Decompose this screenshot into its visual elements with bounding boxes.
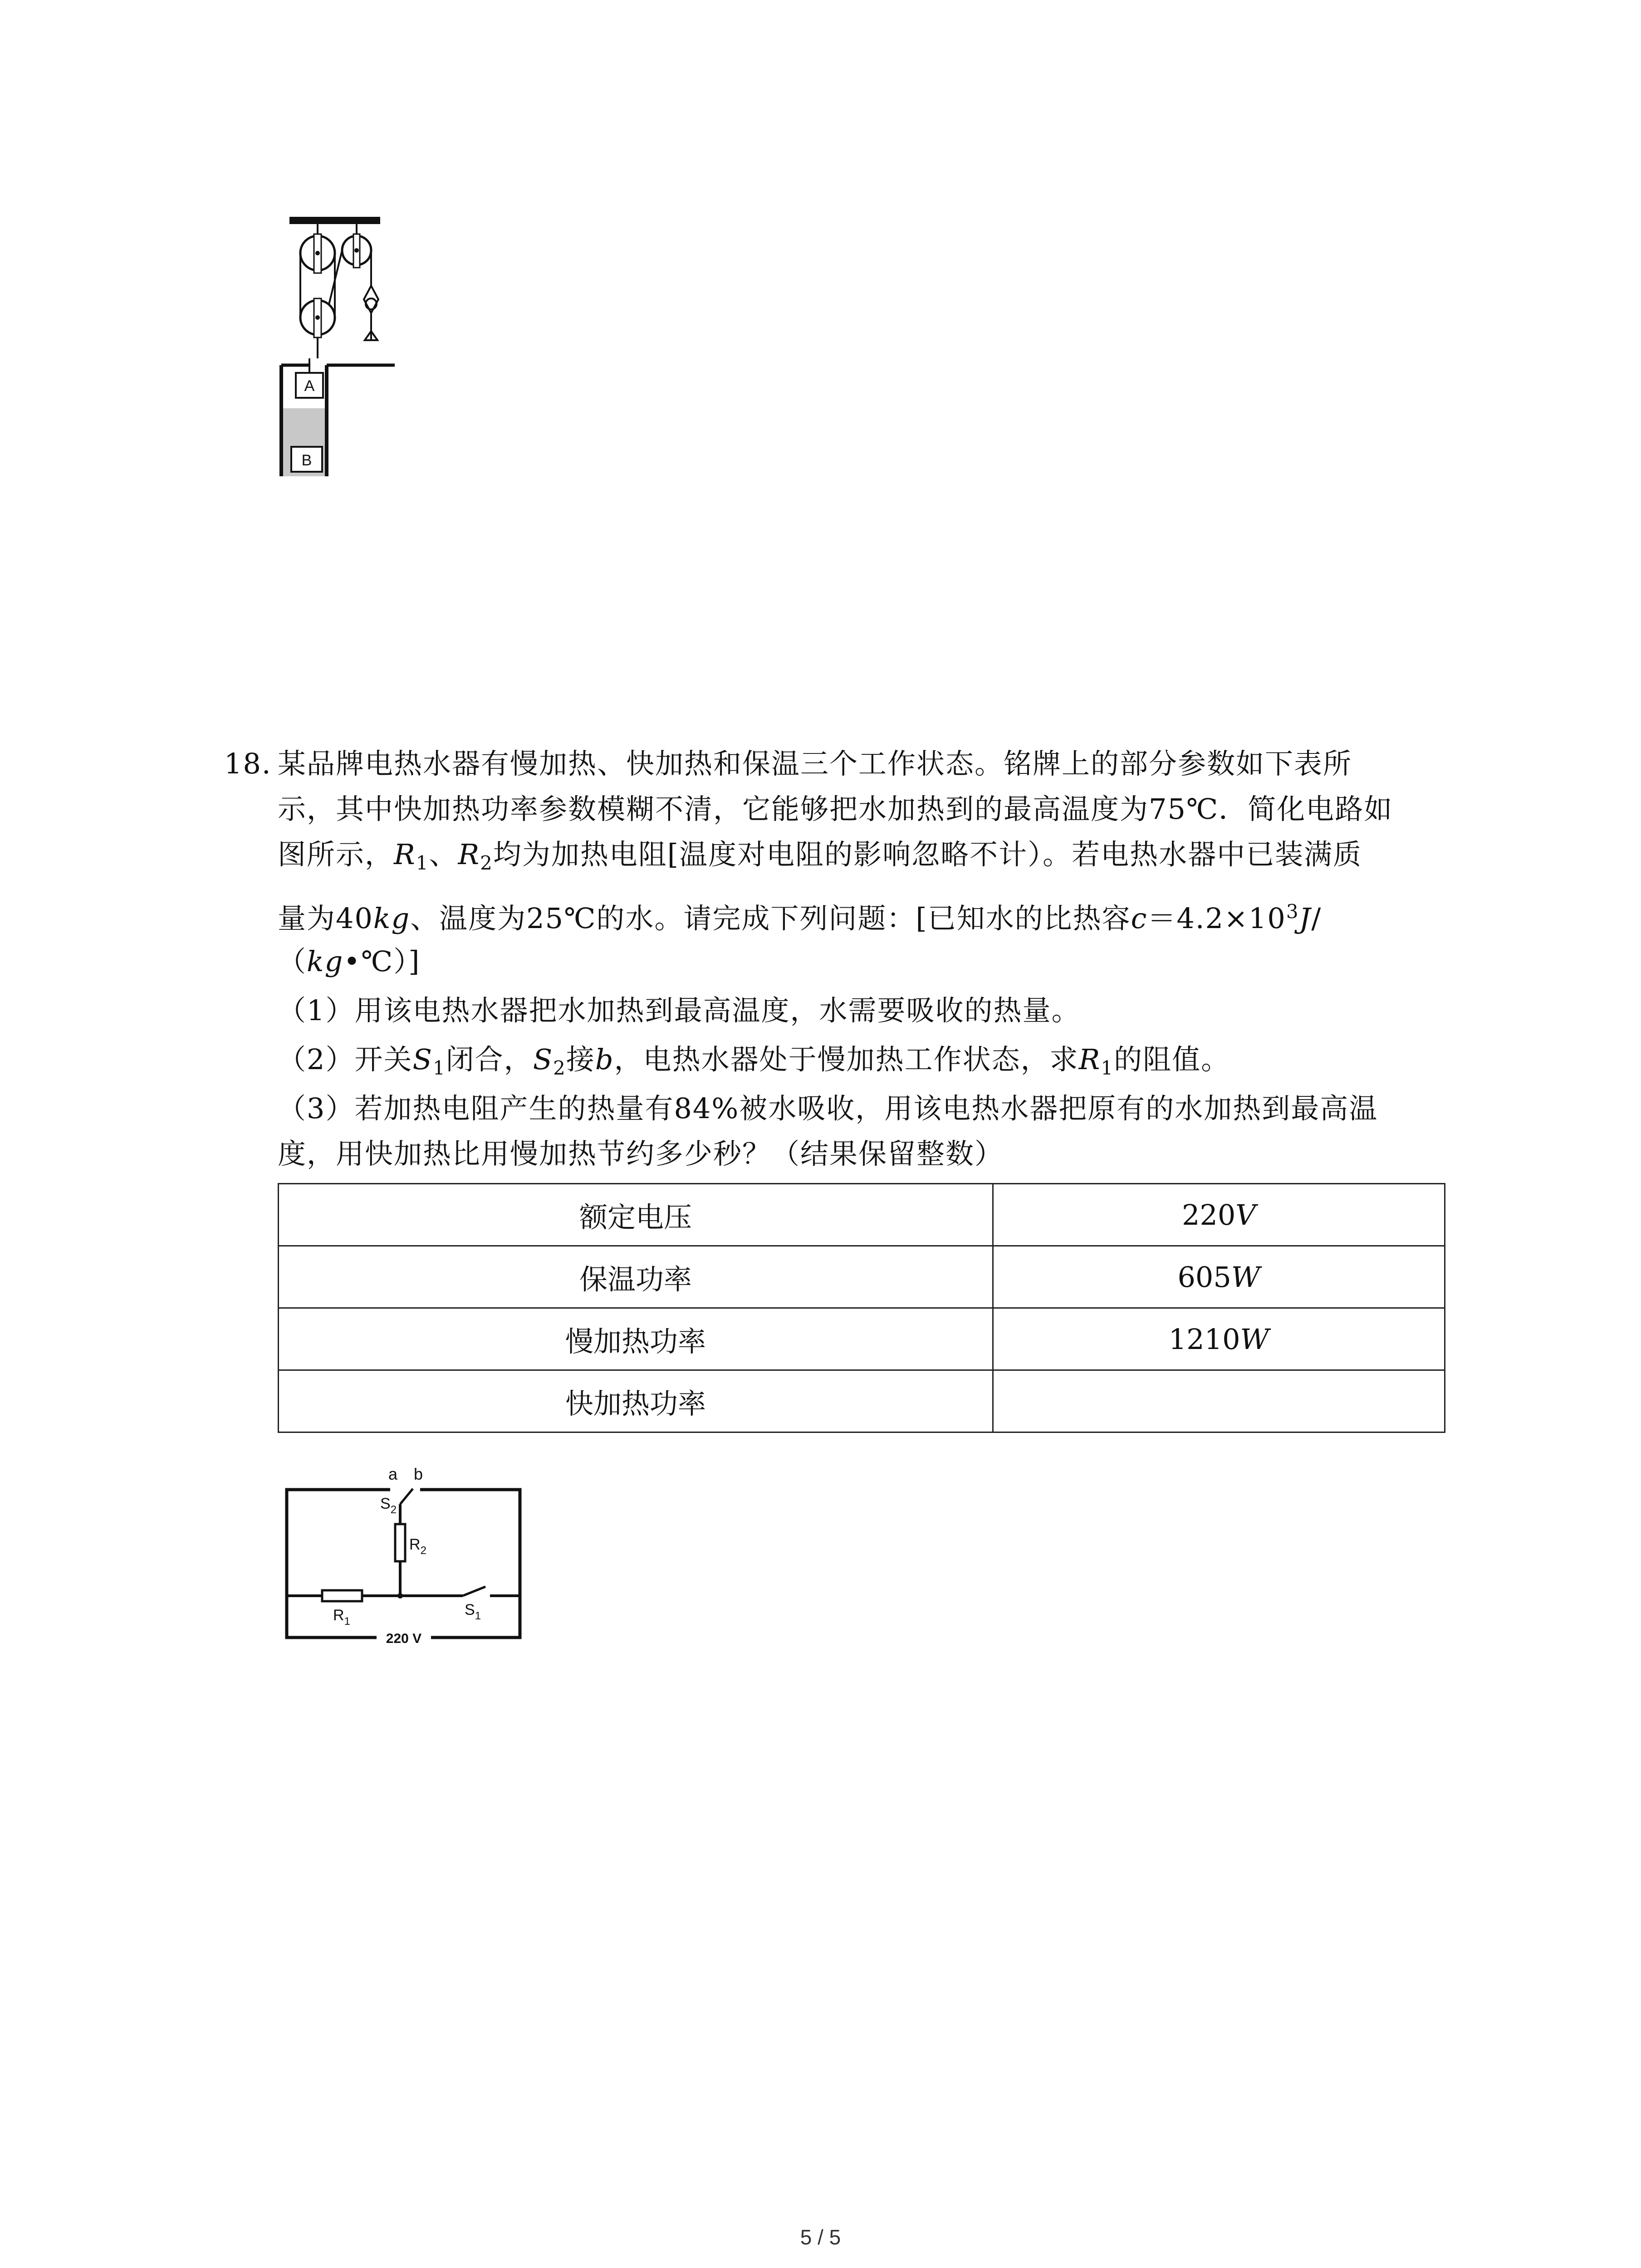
r2-label: $R_2$ [409,1536,426,1557]
param-value: 605W [993,1246,1445,1308]
param-label: 保温功率 [279,1246,993,1308]
sub-question-2: （2）开关$S_1$闭合，$S_2$接b，电热水器处于慢加热工作状态，求$R_1$的阻值。 [278,1043,1230,1079]
terminal-b-label: b [414,1465,423,1483]
sub-question-3-line-2: 度，用快加热比用慢加热节约多少秒？（结果保留整数） [278,1137,1004,1170]
voltage-label: 220 V [386,1631,422,1646]
parameter-table [278,1183,1445,1433]
table-row [279,1370,1445,1432]
box-a-label: A [304,377,315,395]
s1-label: $S_1$ [465,1601,481,1622]
r1-label: $R_1$ [333,1607,350,1628]
table-row [279,1184,1445,1246]
question-line-5: （kg•℃）] [278,945,421,978]
param-value: 220V [993,1184,1445,1246]
param-label: 快加热功率 [279,1370,993,1432]
question-line-3: 图所示，$R_1$、$R_2$均为加热电阻[温度对电阻的影响忽略不计）。若电热水器中已装满质 [278,838,1362,874]
terminal-a-label: a [388,1465,398,1483]
question-line-2: 示，其中快加热功率参数模糊不清，它能够把水加热到的最高温度为75℃．简化电路如 [278,792,1393,826]
box-b-label: B [301,452,312,469]
question-number: 18. [224,747,272,780]
table-row [279,1308,1445,1370]
table-row [279,1246,1445,1308]
param-value: 1210W [993,1308,1445,1370]
s2-label: $S_2$ [380,1495,397,1516]
question-line-1: 某品牌电热水器有慢加热、快加热和保温三个工作状态。铭牌上的部分参数如下表所 [278,747,1352,780]
sub-question-1: （1）用该电热水器把水加热到最高温度，水需要吸收的热量。 [278,994,1081,1027]
page-number: 5 / 5 [800,2225,841,2249]
circuit-diagram [277,1461,531,1651]
param-label: 慢加热功率 [279,1308,993,1370]
sub-question-3-line-1: （3）若加热电阻产生的热量有84%被水吸收，用该电热水器把原有的水加热到最高温 [278,1092,1378,1125]
question-line-4: 量为40kg、温度为25℃的水。请完成下列问题：[已知水的比热容$c=4.2\times 10^3J/$ [278,900,1322,935]
pulley-figure [272,204,408,476]
param-value [993,1370,1445,1432]
param-label: 额定电压 [279,1184,993,1246]
